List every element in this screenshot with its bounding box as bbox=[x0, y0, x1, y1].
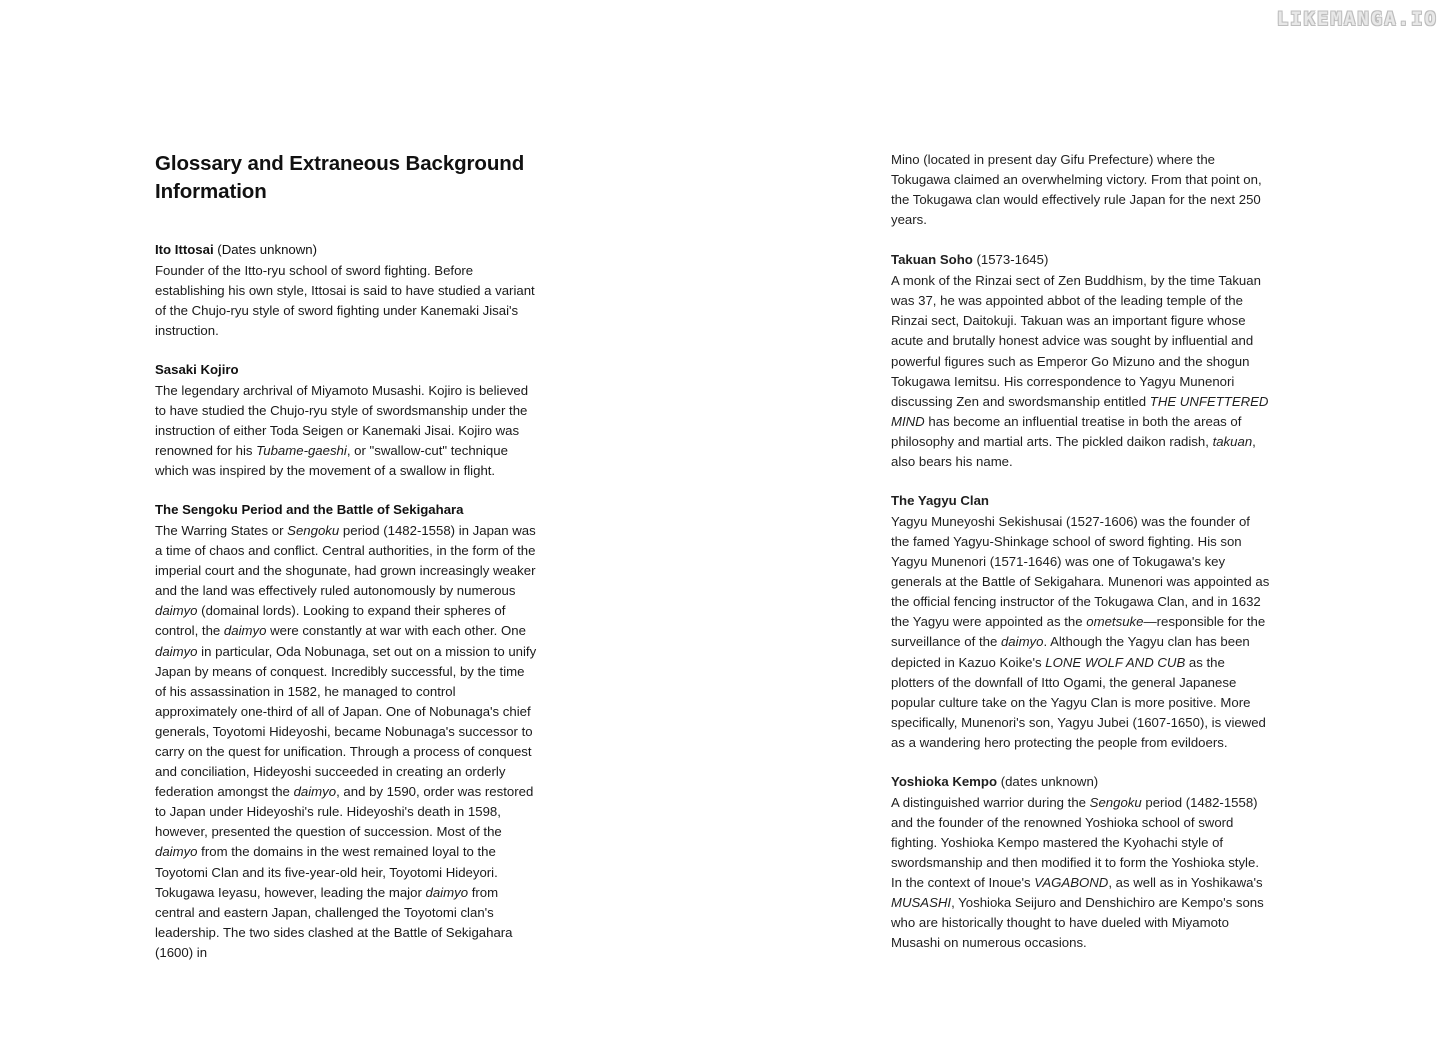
glossary-entry-yagyu-clan bbox=[891, 491, 1271, 753]
entry-body: Mino (located in present day Gifu Prefecture) where the Tokugawa claimed an overwhelming victory. From that point on, the Tokugawa clan would effectively rule Japan for the next 250 years. bbox=[891, 152, 1262, 228]
entry-body-italic-term: Tubame-gaeshi bbox=[256, 443, 347, 458]
entry-body-part-1: The legendary archrival of Miyamoto Musashi. Kojiro is believed to have studied the Chujo-ryu style of swordsmanship under the instruction of either Toda Seigen or Kanemaki Jisai. Kojiro was renowned for his bbox=[155, 382, 529, 458]
entry-heading bbox=[891, 772, 1271, 792]
entry-heading bbox=[155, 240, 539, 260]
entry-heading-name: Ito Ittosai bbox=[155, 241, 214, 257]
entry-heading-name: The Yagyu Clan bbox=[891, 493, 989, 509]
glossary-entry-yoshioka-kempo bbox=[891, 772, 1271, 954]
glossary-entry-continuation bbox=[891, 150, 1271, 230]
entry-heading-dates: (1573-1645) bbox=[976, 252, 1049, 268]
entry-heading-name: The Sengoku Period and the Battle of Sekigahara bbox=[155, 502, 464, 518]
glossary-entry-takuan-soho bbox=[891, 250, 1271, 472]
page-title: Glossary and Extraneous Background Information bbox=[155, 152, 525, 203]
glossary-entry-ito-ittosai bbox=[155, 240, 539, 341]
entry-body: Yagyu Muneyoshi Sekishusai (1527-1606) was the founder of the famed Yagyu-Shinkage school of sword fighting. His son Yagyu Munenori (1571-1646) was one of Tokugawa's key generals at the Battle of Sekigahara. Munenori was appointed as the official fencing instructor of the Tokugawa Clan, and in 1632 the Yagyu were appointed as the ometsuke—responsible for the surveillance of the daimyo. Although the Yagyu clan has been depicted in Kazuo Koike's LONE WOLF AND CUB as the plotters of the downfall of Itto Ogami, the general Japanese popular culture take on the Yagyu Clan is more positive. More specifically, Munenori's son, Yagyu Jubei (1607-1650), is viewed as a wandering hero protecting the people from evildoers. bbox=[891, 513, 1270, 750]
entry-body: A monk of the Rinzai sect of Zen Buddhism, by the time Takuan was 37, he was appointed abbot of the leading temple of the Rinzai sect, Daitokuji. Takuan was an important figure whose acute and brutally honest advice was sought by influential and powerful figures such as Emperor Go Mizuno and the shogun Tokugawa Iemitsu. His correspondence to Yagyu Munenori discussing Zen and swordsmanship entitled THE UNFETTERED MIND has become an influential treatise in both the areas of philosophy and martial arts. The pickled daikon radish, takuan, also bears his name. bbox=[891, 273, 1269, 470]
entry-heading-dates: (Dates unknown) bbox=[217, 241, 317, 257]
entry-body bbox=[155, 381, 539, 481]
entry-body: The Warring States or Sengoku period (1482-1558) in Japan was a time of chaos and conflict. Central authorities, in the form of the imperial court and the shogunate, had grown increasingly weaker and the land was effectively ruled autonomously by numerous daimyo (domainal lords). Looking to expand their spheres of control, the daimyo were constantly at war with each other. One daimyo in particular, Oda Nobunaga, set out on a mission to unify Japan by means of conquest. Incredibly successful, by the time of his assassination in 1582, he managed to control approximately one-third of all of Japan. One of Nobunaga's chief generals, Toyotomi Hideyoshi, became Nobunaga's successor to carry on the quest for unification. Through a process of conquest and conciliation, Hideyoshi succeeded in creating an orderly federation amongst the daimyo, and by 1590, order was restored to Japan under Hideyoshi's rule. Hideyoshi's death in 1598, however, presented the question of succession. Most of the daimyo from the domains in the west remained loyal to the Toyotomi Clan and its five-year-old heir, Toyotomi Hideyori. Tokugawa Ieyasu, however, leading the major daimyo from central and eastern Japan, challenged the Toyotomi clan's leadership. The two sides clashed at the Battle of Sekigahara (1600) in bbox=[155, 522, 537, 960]
right-column bbox=[891, 150, 1271, 954]
entry-heading bbox=[891, 250, 1271, 270]
entry-heading bbox=[155, 360, 539, 380]
glossary-entry-sengoku-period bbox=[155, 500, 539, 963]
entry-body: Founder of the Itto-ryu school of sword fighting. Before establishing his own style, Ittosai is said to have studied a variant of the Chujo-ryu style of sword fighting under Kanemaki Jisai's instruction. bbox=[155, 262, 535, 338]
glossary-entry-sasaki-kojiro bbox=[155, 360, 539, 481]
entry-heading bbox=[891, 491, 1271, 511]
entry-heading-name: Takuan Soho bbox=[891, 252, 973, 268]
left-column bbox=[155, 150, 539, 963]
entry-heading-dates: (dates unknown) bbox=[1000, 774, 1099, 790]
entry-body-part-2: , or "swallow-cut" technique which was inspired by the movement of a swallow in flight. bbox=[155, 443, 508, 479]
entry-heading bbox=[155, 500, 539, 520]
watermark-likemanga: LIKEMANGA.IO bbox=[1276, 8, 1438, 30]
entry-heading-name: Sasaki Kojiro bbox=[155, 361, 239, 377]
entry-heading-name: Yoshioka Kempo bbox=[891, 774, 998, 790]
entry-body: A distinguished warrior during the Sengoku period (1482-1558) and the founder of the renowned Yoshioka school of sword fighting. Yoshioka Kempo mastered the Kyohachi style of swordsmanship and then modified it to form the Yoshioka style. In the context of Inoue's VAGABOND, as well as in Yoshikawa's MUSASHI, Yoshioka Seijuro and Denshichiro are Kempo's sons who are historically thought to have dueled with Miyamoto Musashi on numerous occasions. bbox=[891, 794, 1264, 951]
